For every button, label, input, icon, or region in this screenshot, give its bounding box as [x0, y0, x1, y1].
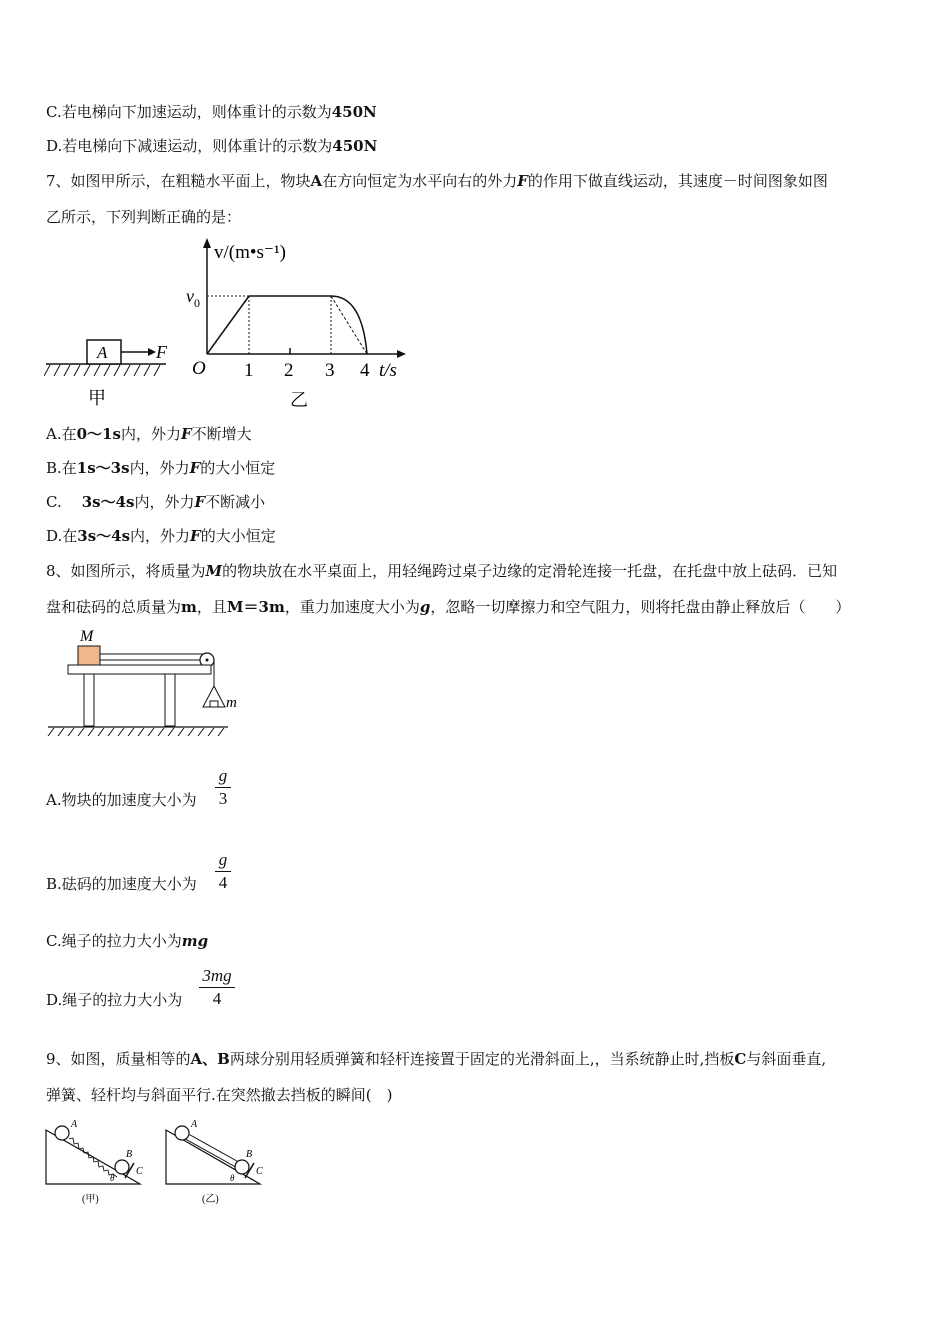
- q8-option-d-fraction: 3mg 4: [199, 966, 235, 1009]
- q7-figure-yi: [186, 238, 406, 410]
- q7-option-c: C. 3s～4s内，外力F不断减小: [46, 493, 266, 511]
- y-axis-arrow-icon: [203, 238, 211, 248]
- q7-stem-line1: 7、如图甲所示，在粗糙水平面上，物块A在方向恒定为水平向右的外力F的作用下做直线运动，其速度－时间图象如图: [46, 172, 828, 190]
- table-leg-right: [165, 674, 175, 726]
- fig9-yi-label: (乙): [202, 1194, 219, 1205]
- svg-text:C: C: [136, 1166, 143, 1177]
- q8-option-a-fraction: g 3: [215, 766, 231, 809]
- q6-option-c: C.若电梯向下加速运动，则体重计的示数为450N: [46, 103, 377, 121]
- x-axis-arrow-icon: [397, 350, 406, 358]
- svg-text:θ: θ: [110, 1173, 115, 1183]
- q7-option-d: D.在3s～4s内，外力F的大小恒定: [46, 527, 276, 545]
- q7-option-b: B.在1s～3s内，外力F的大小恒定: [46, 459, 276, 477]
- q8-option-d: D.绳子的拉力大小为: [46, 991, 183, 1009]
- y-axis-label: v/(m•s⁻¹): [214, 242, 286, 263]
- svg-text:B: B: [126, 1149, 133, 1160]
- block-M: [78, 646, 100, 665]
- q9-stem-line1: 9、如图，质量相等的A、B两球分别用轻质弹簧和轻杆连接置于固定的光滑斜面上,，当系统静止时,挡板C与斜面垂直,: [46, 1050, 827, 1068]
- tick-2: 2: [284, 360, 294, 381]
- q8-stem-line1: 8、如图所示，将质量为M的物块放在水平桌面上，用轻绳跨过桌子边缘的定滑轮连接一托盘，在托盘中放上砝码．已知: [46, 562, 838, 580]
- q7-option-a: A.在0～1s内，外力F不断增大: [46, 425, 252, 443]
- tick-3: 3: [325, 360, 335, 381]
- origin-label: O: [192, 358, 206, 379]
- q8-stem-line2: 盘和砝码的总质量为m，且M＝3m，重力加速度大小为g，忽略一切摩擦力和空气阻力，则将托盘由静止释放后（ ）: [46, 598, 851, 616]
- table-leg-left: [84, 674, 94, 726]
- tick-4: 4: [360, 360, 370, 381]
- q9-figure-yi: [166, 1119, 263, 1205]
- q9-figure: [42, 1118, 282, 1210]
- q6-option-d: D.若电梯向下减速运动，则体重计的示数为450N: [46, 137, 378, 155]
- q8-option-b: B.砝码的加速度大小为: [46, 875, 197, 893]
- fig-yi-label: 乙: [290, 390, 308, 410]
- ball-a-yi: [175, 1126, 189, 1140]
- force-label: F: [156, 342, 167, 362]
- q8-option-b-fraction: g 4: [215, 850, 231, 893]
- x-axis-label: t/s: [379, 360, 397, 381]
- q8-figure: [44, 624, 254, 742]
- mass-m-label: m: [226, 695, 237, 711]
- fig-jia-label: 甲: [88, 388, 106, 408]
- ball-b-yi: [235, 1160, 249, 1174]
- force-arrow-icon: [148, 348, 156, 356]
- q8-option-c: C.绳子的拉力大小为mg: [46, 932, 209, 950]
- svg-text:A: A: [71, 1119, 78, 1130]
- svg-text:θ: θ: [230, 1173, 235, 1183]
- svg-text:A: A: [191, 1119, 198, 1130]
- q7-figure-jia: [44, 340, 168, 408]
- q7-figure: [44, 234, 409, 412]
- tick-1: 1: [244, 360, 254, 381]
- mass-M-label: M: [80, 628, 94, 645]
- table-top: [68, 665, 211, 674]
- q7-stem-line2: 乙所示，下列判断正确的是：: [46, 208, 242, 226]
- v0-label: $v_0$: [186, 286, 200, 310]
- ball-a-jia: [55, 1126, 69, 1140]
- fig9-jia-label: (甲): [82, 1194, 99, 1205]
- q9-figure-jia: [46, 1119, 143, 1205]
- q8-option-a: A.物块的加速度大小为: [46, 791, 197, 809]
- svg-text:B: B: [246, 1149, 253, 1160]
- svg-text:C: C: [256, 1166, 263, 1177]
- weight: [210, 701, 218, 707]
- ball-b-jia: [115, 1160, 129, 1174]
- q9-stem-line2: 弹簧、轻杆均与斜面平行.在突然撤去挡板的瞬间( ): [46, 1086, 393, 1104]
- block-a-label: A: [97, 343, 108, 362]
